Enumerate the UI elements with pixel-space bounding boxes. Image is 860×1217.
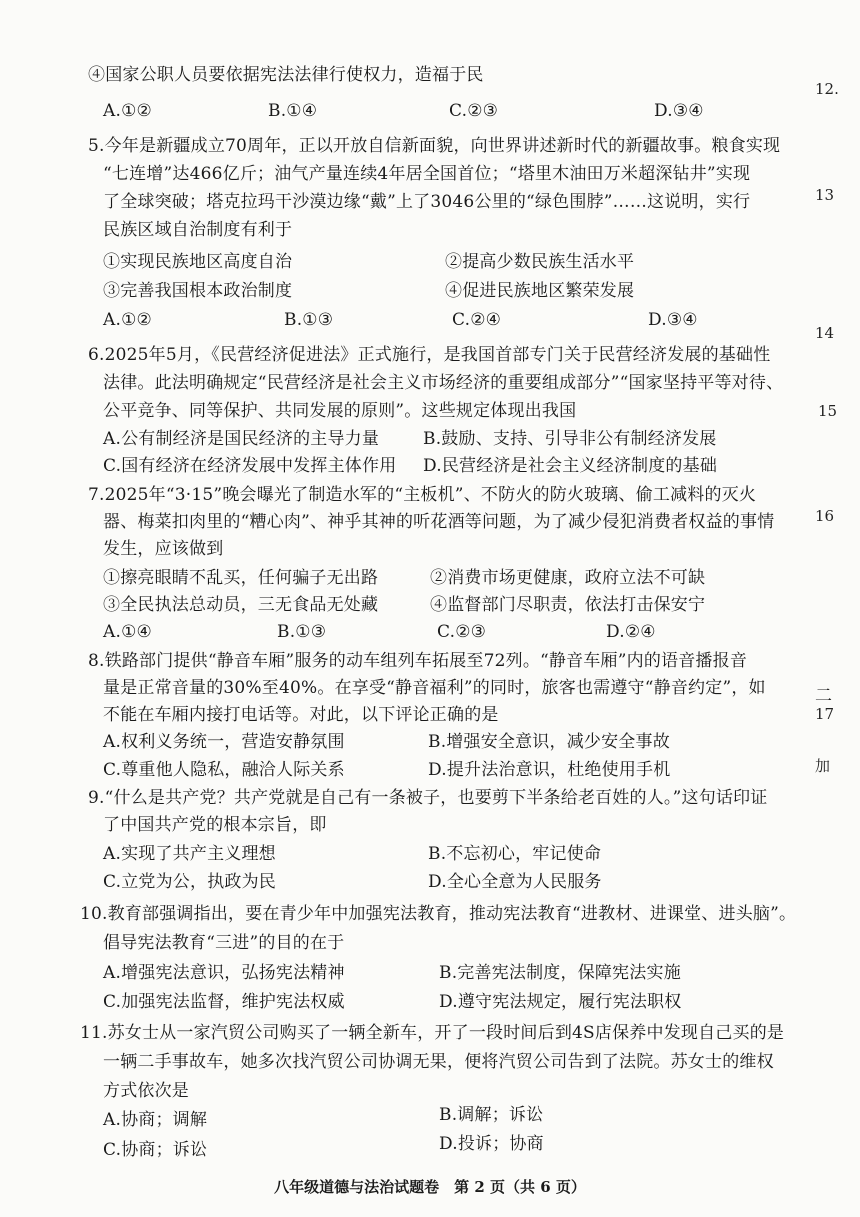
q5-item-1: ①实现民族地区高度自治 [103,252,293,272]
q7-option-b: B.①③ [277,622,327,642]
margin-label: 13 [815,186,835,204]
q7-item-2: ②消费市场更健康，政府立法不可缺 [430,568,706,588]
q6-option-c: C.国有经济在经济发展中发挥主体作用 [103,456,397,476]
q5-item-2: ②提高少数民族生活水平 [445,252,635,272]
q8-option-c: C.尊重他人隐私，融洽人际关系 [103,760,345,780]
q10-stem-line-2: 倡导宪法教育“三进”的目的在于 [103,933,345,953]
page-footer: 八年级道德与法治试题卷 第 2 页（共 6 页） [274,1178,586,1196]
q6-stem-line-2: 法律。此法明确规定“民营经济是社会主义市场经济的重要组成部分”“国家坚持平等对待、 [103,373,784,393]
q5-option-b: B.①③ [284,310,334,330]
q5-stem-line-2: “七连增”达466亿斤；油气产量连续4年居全国首位；“塔里木油田万米超深钻井”实现 [103,164,751,184]
margin-label: 二 [815,686,832,706]
q6-option-a: A.公有制经济是国民经济的主导力量 [103,429,380,449]
q7-option-c: C.②③ [437,622,487,642]
q9-stem-line-1: 9.“什么是共产党？共产党就是自己有一条被子，也要剪下半条给老百姓的人。”这句话印证 [88,788,768,808]
q7-item-4: ④监督部门尽职责，依法打击保安宁 [430,595,706,615]
q11-stem-line-2: 一辆二手事故车，她多次找汽贸公司协调无果，便将汽贸公司告到了法院。苏女士的维权 [103,1052,774,1072]
q8-option-b: B.增强安全意识，减少安全事故 [428,732,670,752]
q7-option-a: A.①④ [103,622,152,642]
q8-stem-line-3: 不能在车厢内接打电话等。对此，以下评论正确的是 [103,705,499,725]
q10-option-c: C.加强宪法监督，维护宪法权威 [103,992,345,1012]
q6-stem-line-3: 公平竞争、同等保护、共同发展的原则”。这些规定体现出我国 [103,401,577,421]
margin-label: 15 [818,402,838,420]
margin-label: 12. [815,80,839,98]
q5-option-d: D.③④ [648,310,698,330]
q5-stem-line-1: 5.今年是新疆成立70周年，正以开放自信新面貌，向世界讲述新时代的新疆故事。粮食实现 [88,136,781,156]
margin-label: 16 [815,507,835,525]
q10-stem-line-1: 10.教育部强调指出，要在青少年中加强宪法教育，推动宪法教育“进教材、进课堂、进头脑”。 [80,904,797,924]
q8-stem-line-2: 量是正常音量的30%至40%。在享受“静音福利”的同时，旅客也需遵守“静音约定”，如 [103,678,766,698]
q6-option-d: D.民营经济是社会主义经济制度的基础 [423,456,718,476]
q9-option-b: B.不忘初心，牢记使命 [428,844,602,864]
q10-option-b: B.完善宪法制度，保障宪法实施 [439,963,681,983]
q5-stem-line-3: 了全球突破；塔克拉玛干沙漠边缘“戴”上了3046公里的“绿色围脖”……这说明，实行 [103,192,751,212]
q6-option-b: B.鼓励、支持、引导非公有制经济发展 [423,429,717,449]
q4-item-4: ④国家公职人员要依据宪法法律行使权力，造福于民 [88,65,484,85]
margin-label: 加 [815,757,831,775]
q10-option-d: D.遵守宪法规定，履行宪法职权 [439,992,682,1012]
q11-option-c: C.协商；诉讼 [103,1140,208,1160]
q11-option-d: D.投诉；协商 [439,1134,544,1154]
q5-item-3: ③完善我国根本政治制度 [103,281,293,301]
q8-option-d: D.提升法治意识，杜绝使用手机 [428,760,671,780]
q4-option-b: B.①④ [268,101,318,121]
q8-option-a: A.权利义务统一，营造安静氛围 [103,732,345,752]
margin-label: 17 [815,705,835,723]
q5-option-a: A.①② [103,310,152,330]
q10-option-a: A.增强宪法意识，弘扬宪法精神 [103,963,345,983]
q4-option-a: A.①② [103,101,152,121]
q11-option-b: B.调解；诉讼 [439,1105,544,1125]
q7-stem-line-2: 器、梅菜扣肉里的“糟心肉”、神乎其神的听花酒等问题，为了减少侵犯消费者权益的事情 [103,512,775,532]
q5-stem-line-4: 民族区域自治制度有利于 [103,220,293,240]
q11-stem-line-3: 方式依次是 [103,1081,189,1101]
q7-item-3: ③全民执法总动员，三无食品无处藏 [103,595,379,615]
q9-option-c: C.立党为公，执政为民 [103,872,277,892]
q9-stem-line-2: 了中国共产党的根本宗旨，即 [103,815,327,835]
q7-stem-line-3: 发生，应该做到 [103,539,224,559]
q7-option-d: D.②④ [606,622,656,642]
q7-stem-line-1: 7.2025年“3·15”晚会曝光了制造水军的“主板机”、不防火的防火玻璃、偷工减料的灭火 [88,485,757,505]
q5-item-4: ④促进民族地区繁荣发展 [445,281,635,301]
q9-option-d: D.全心全意为人民服务 [428,872,602,892]
q4-option-c: C.②③ [449,101,499,121]
q8-stem-line-1: 8.铁路部门提供“静音车厢”服务的动车组列车拓展至72列。“静音车厢”内的语音播报音 [88,651,748,671]
q11-option-a: A.协商；调解 [103,1110,208,1130]
q4-option-d: D.③④ [654,101,704,121]
q7-item-1: ①擦亮眼睛不乱买，任何骗子无出路 [103,568,379,588]
margin-label: 14 [815,324,835,342]
q5-option-c: C.②④ [452,310,502,330]
q6-stem-line-1: 6.2025年5月，《民营经济促进法》正式施行，是我国首部专门关于民营经济发展的基础性 [88,345,771,365]
q11-stem-line-1: 11.苏女士从一家汽贸公司购买了一辆全新车，开了一段时间后到4S店保养中发现自己买的是 [80,1023,785,1043]
q9-option-a: A.实现了共产主义理想 [103,844,276,864]
